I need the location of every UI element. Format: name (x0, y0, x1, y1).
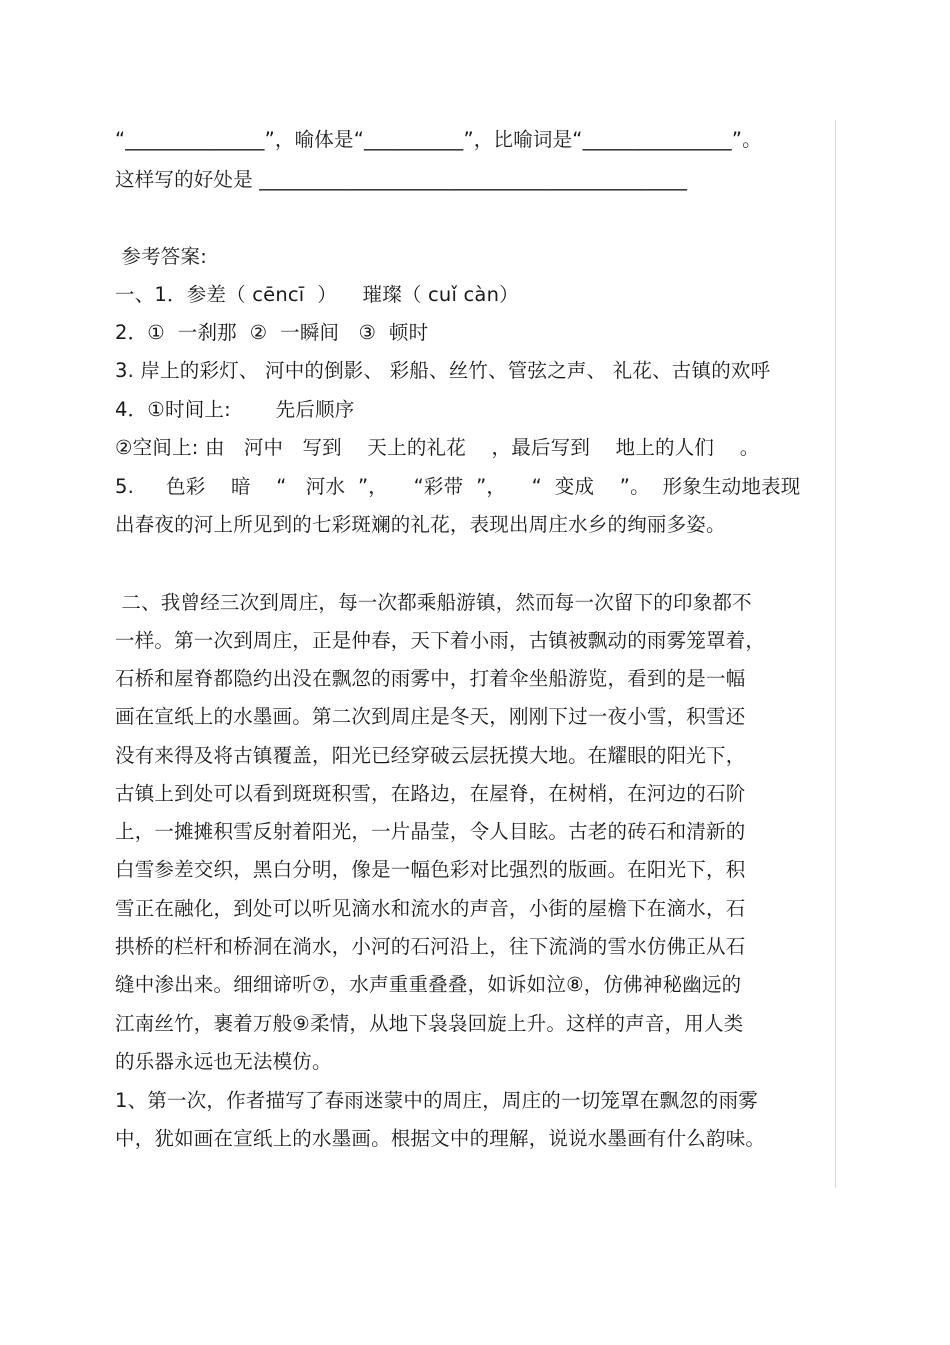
passage-line: 的乐器永远也无法模仿。 (115, 1050, 332, 1073)
answer-heading: 参考答案: (115, 245, 207, 268)
passage-line: 二、我曾经三次到周庄，每一次都乘船游镇，然而每一次留下的印象都不 (115, 591, 752, 614)
passage-line: 白雪参差交织，黑白分明，像是一幅色彩对比强烈的版画。在阳光下，积 (115, 858, 746, 881)
answer-line: 4．①时间上: 先后顺序 (115, 398, 355, 421)
answer-line: 2．① 一刹那 ② 一瞬间 ③ 顿时 (115, 321, 429, 344)
answer-line: 3. 岸上的彩灯、 河中的倒影、 彩船、丝竹、管弦之声、 礼花、古镇的欢呼 (115, 359, 771, 382)
passage-line: 一样。第一次到周庄，正是仲春，天下着小雨，古镇被飘动的雨雾笼罩着， (115, 629, 766, 652)
passage-line: 雪正在融化，到处可以听见滴水和流水的声音，小街的屋檐下在滴水，石 (115, 897, 746, 920)
question-line: 1、第一次，作者描写了春雨迷蒙中的周庄，周庄的一切笼罩在飘忽的雨雾 (115, 1089, 759, 1112)
passage-line: 缝中渗出来。细细谛听⑦，水声重重叠叠，如诉如泣⑧，仿佛神秘幽远的 (115, 973, 742, 996)
question-blank-line-2: 这样写的好处是 ___________________________________________ (115, 168, 688, 191)
question-blank-line-1: “______________”，喻体是“__________”，比喻词是“_______________”。 (115, 128, 762, 151)
answer-line: 5. 色彩 暗 “ 河水 ”， “彩带 ”， “ 变成 ”。 形象生动地表现 (115, 475, 801, 498)
passage-line: 没有来得及将古镇覆盖，阳光已经穿破云层抚摸大地。在耀眼的阳光下， (115, 744, 746, 767)
passage-line: 江南丝竹，裹着万般⑨柔情，从地下袅袅回旋上升。这样的声音，用人类 (115, 1012, 744, 1035)
passage-line: 拱桥的栏杆和桥洞在淌水，小河的石河沿上，往下流淌的雪水仿佛正从石 (115, 935, 746, 958)
answer-line: ②空间上: 由 河中 写到 天上的礼花 ，最后写到 地上的人们 。 (115, 436, 760, 459)
question-line: 中，犹如画在宣纸上的水墨画。根据文中的理解，说说水墨画有什么韵味。 (115, 1127, 766, 1150)
passage-line: 石桥和屋脊都隐约出没在飘忽的雨雾中，打着伞坐船游览，看到的是一幅 (115, 667, 746, 690)
passage-line: 古镇上到处可以看到斑斑积雪，在路边，在屋脊，在树梢，在河边的石阶 (115, 782, 746, 805)
page-margin-line (835, 120, 836, 1188)
passage-line: 上，一摊摊积雪反射着阳光，一片晶莹，令人目眩。古老的砖石和清新的 (115, 820, 746, 843)
passage-line: 画在宣纸上的水墨画。第二次到周庄是冬天，刚刚下过一夜小雪，积雪还 (115, 705, 746, 728)
answer-line: 一、1．参差（ cēncī ） 璀璨（ cuǐ càn） (115, 283, 519, 306)
answer-line: 出春夜的河上所见到的七彩斑斓的礼花，表现出周庄水乡的绚丽多姿。 (115, 513, 726, 536)
